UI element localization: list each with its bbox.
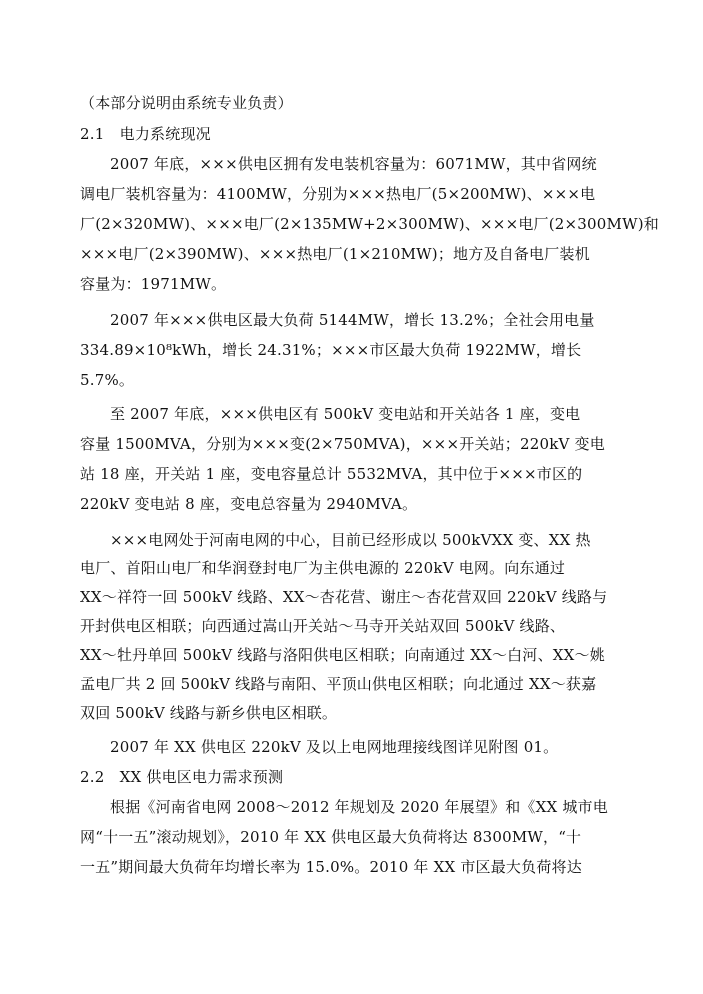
paragraph-line: XX～牡丹单回 500kV 线路与洛阳供电区相联；向南通过 XX～白河、XX～姚 <box>80 646 605 664</box>
paragraph-line: 网“十一五”滚动规划》，2010 年 XX 供电区最大负荷将达 8300MW，“十 <box>80 828 582 846</box>
paragraph-line: 根据《河南省电网 2008～2012 年规划及 2020 年展望》和《XX 城市电 <box>110 798 608 816</box>
paragraph-line: 容量为：1971MW。 <box>80 275 227 293</box>
scope-note: （本部分说明由系统专业负责） <box>80 94 293 112</box>
paragraph-line: 调电厂装机容量为：4100MW，分别为×××热电厂(5×200MW)、×××电 <box>80 185 596 203</box>
paragraph-line: 一五”期间最大负荷年均增长率为 15.0%。2010 年 XX 市区最大负荷将达 <box>80 858 582 876</box>
paragraph-line: 孟电厂共 2 回 500kV 线路与南阳、平顶山供电区相联；向北通过 XX～获嘉 <box>80 675 597 693</box>
section-heading-2-1: 2.1 电力系统现况 <box>80 125 211 143</box>
paragraph-line: XX～祥符一回 500kV 线路、XX～杏花营、谢庄～杏花营双回 220kV 线路与 <box>80 588 608 606</box>
paragraph-line: ×××电网处于河南电网的中心，目前已经形成以 500kVXX 变、XX 热 <box>110 531 591 549</box>
paragraph-line: 2007 年×××供电区最大负荷 5144MW，增长 13.2%；全社会用电量 <box>110 311 595 329</box>
paragraph-line: 5.7%。 <box>80 371 135 389</box>
paragraph-line: 电厂、首阳山电厂和华润登封电厂为主供电源的 220kV 电网。向东通过 <box>80 559 566 577</box>
paragraph-line: 厂(2×320MW)、×××电厂(2×135MW+2×300MW)、×××电厂(2×300MW)和 <box>80 215 659 233</box>
paragraph-line: 2007 年底，×××供电区拥有发电装机容量为：6071MW，其中省网统 <box>110 155 597 173</box>
paragraph-line: 220kV 变电站 8 座，变电总容量为 2940MVA。 <box>80 495 418 513</box>
paragraph-line: 334.89×10⁸kWh，增长 24.31%；×××市区最大负荷 1922MW，增长 <box>80 341 582 359</box>
section-heading-2-2: 2.2 XX 供电区电力需求预测 <box>80 768 284 786</box>
paragraph-line: 双回 500kV 线路与新乡供电区相联。 <box>80 704 338 722</box>
paragraph-line: ×××电厂(2×390MW)、×××热电厂(1×210MW)；地方及自备电厂装机 <box>80 245 590 263</box>
paragraph-line: 开封供电区相联；向西通过嵩山开关站～马寺开关站双回 500kV 线路、 <box>80 617 566 635</box>
paragraph-line: 至 2007 年底，×××供电区有 500kV 变电站和开关站各 1 座，变电 <box>110 405 581 423</box>
paragraph-line: 容量 1500MVA，分别为×××变(2×750MVA)，×××开关站；220kV 变电 <box>80 435 605 453</box>
paragraph-line: 站 18 座，开关站 1 座，变电容量总计 5532MVA，其中位于×××市区的 <box>80 465 583 483</box>
paragraph-line: 2007 年 XX 供电区 220kV 及以上电网地理接线图详见附图 01。 <box>110 738 559 756</box>
